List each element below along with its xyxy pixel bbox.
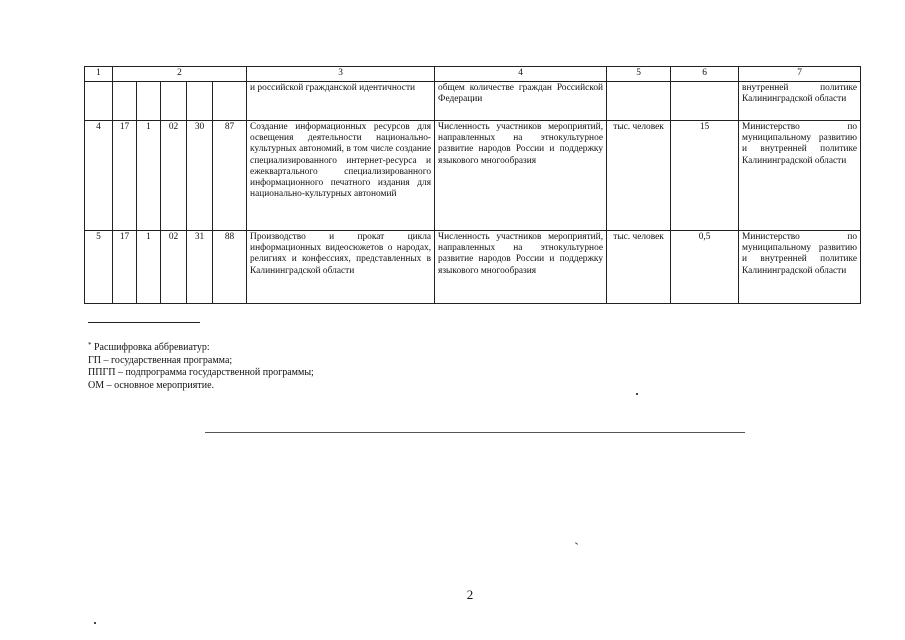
scan-speck	[575, 542, 578, 545]
code-cell: 02	[161, 121, 187, 231]
header-cell: 7	[739, 67, 861, 82]
footnote-title: * Расшифровка аббревиатур:	[88, 341, 210, 353]
table-row	[85, 231, 861, 304]
code-cell: 17	[113, 231, 137, 304]
row-number-cell: 4	[85, 121, 113, 231]
unit-cell: тыс. человек	[607, 121, 671, 231]
code-cell: 1	[137, 231, 161, 304]
indicator-cell: общем количестве граждан Российской Федерации	[435, 82, 607, 121]
responsible-cell: внутренней политике Калининградской области	[739, 82, 861, 121]
code-cell: 88	[213, 231, 247, 304]
indicator-cell: Численность участников мероприятий, направленных на этнокультурное развитие народов России и поддержку языкового многообразия	[435, 231, 607, 304]
code-cell: 87	[213, 121, 247, 231]
footnotes	[88, 339, 608, 392]
footnote-separator	[88, 322, 200, 323]
table-row	[85, 82, 861, 121]
footnote-item: ОМ – основное мероприятие.	[88, 379, 215, 391]
code-cell: 02	[161, 231, 187, 304]
page-number: 2	[466, 587, 474, 602]
description-cell: и российской гражданской идентичности	[247, 82, 435, 121]
footnote-marker: *	[88, 341, 92, 349]
description-cell: Производство и прокат цикла информационных видеосюжетов о народах, религиях и конфессиях, представленных в Калининградской области	[247, 231, 435, 304]
scan-speck	[636, 393, 638, 395]
header-cell: 5	[607, 67, 671, 82]
header-cell: 1	[85, 67, 113, 82]
code-cell: 1	[137, 121, 161, 231]
program-table	[84, 66, 861, 304]
code-cell: 31	[187, 231, 213, 304]
row-number-cell: 5	[85, 231, 113, 304]
value-cell: 15	[671, 121, 739, 231]
table-header-row	[85, 67, 861, 82]
unit-cell: тыс. человек	[607, 231, 671, 304]
header-cell: 3	[247, 67, 435, 82]
horizontal-rule	[205, 432, 745, 433]
scan-speck	[94, 622, 96, 624]
responsible-cell: Министерство по муниципальному развитию и внутренней политике Калининградской области	[739, 121, 861, 231]
responsible-cell: Министерство по муниципальному развитию и внутренней политике Калининградской области	[739, 231, 861, 304]
description-cell: Создание информационных ресурсов для освещения деятельности национально-культурных автономий, в том числе создание специализированного интернет-ресурса и ежеквартального специализированного информационного печатного издания для национально-культурных автономий	[247, 121, 435, 231]
footnote-item: ППГП – подпрограмма государственной программы;	[88, 367, 314, 379]
footnote-item: ГП – государственная программа;	[88, 354, 233, 366]
header-cell: 4	[435, 67, 607, 82]
header-cell: 6	[671, 67, 739, 82]
indicator-cell: Численность участников мероприятий, направленных на этнокультурное развитие народов России и поддержку языкового многообразия	[435, 121, 607, 231]
code-cell: 30	[187, 121, 213, 231]
value-cell: 0,5	[671, 231, 739, 304]
code-cell: 17	[113, 121, 137, 231]
table-row	[85, 121, 861, 231]
header-cell: 2	[113, 67, 247, 82]
